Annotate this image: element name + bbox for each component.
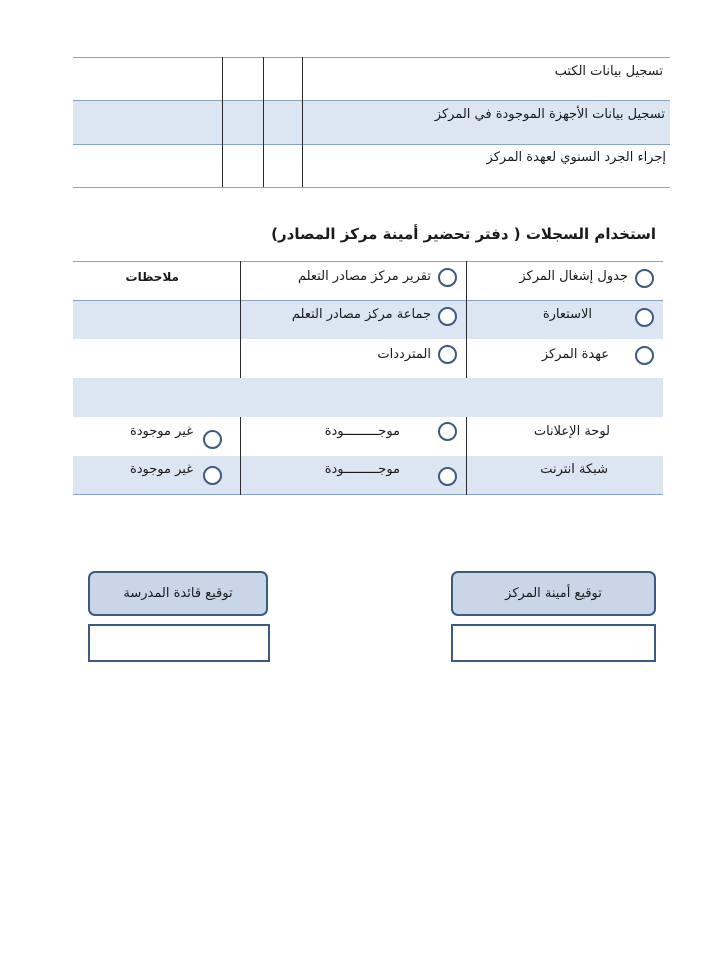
center-keeper-signature-field[interactable] bbox=[451, 624, 656, 662]
principal-signature-label bbox=[88, 571, 268, 616]
top-table-row-label: إجراء الجرد السنوي لعهدة المركز bbox=[486, 150, 666, 165]
present-label: موجـــــــــودة bbox=[324, 424, 400, 439]
absent-label: غير موجودة bbox=[129, 424, 193, 439]
radio-button[interactable] bbox=[438, 345, 457, 364]
top-table-row-label: تسجيل بيانات الكتب bbox=[554, 64, 663, 79]
record-label: جدول إشغال المركز bbox=[519, 269, 628, 284]
top-table-divider bbox=[302, 57, 303, 187]
record-label: عهدة المركز bbox=[541, 347, 609, 362]
principal-signature-text: توقيع قائدة المدرسة bbox=[123, 586, 233, 601]
records-border bbox=[73, 300, 663, 301]
radio-button[interactable] bbox=[438, 268, 457, 287]
radio-button[interactable] bbox=[635, 269, 654, 288]
notes-header: ملاحظات bbox=[125, 270, 179, 284]
radio-button[interactable] bbox=[438, 307, 457, 326]
center-keeper-signature-label bbox=[451, 571, 656, 616]
radio-button[interactable] bbox=[635, 346, 654, 365]
record-label: تقرير مركز مصادر التعلم bbox=[297, 269, 431, 284]
availability-label: شبكة انترنت bbox=[540, 462, 608, 477]
records-divider bbox=[466, 261, 467, 378]
top-table-border bbox=[73, 100, 670, 101]
records-divider bbox=[240, 261, 241, 378]
section-title: استخدام السجلات ( دفتر تحضير أمينة مركز المصادر) bbox=[271, 225, 656, 243]
top-table-border bbox=[73, 187, 670, 188]
record-label: الاستعارة bbox=[542, 307, 592, 322]
top-table-divider bbox=[263, 57, 264, 187]
principal-signature-field[interactable] bbox=[88, 624, 270, 662]
record-label: جماعة مركز مصادر التعلم bbox=[291, 307, 431, 322]
radio-present[interactable] bbox=[438, 467, 457, 486]
records-divider bbox=[466, 417, 467, 495]
radio-button[interactable] bbox=[635, 308, 654, 327]
availability-label: لوحة الإعلانات bbox=[533, 424, 610, 439]
top-table-divider bbox=[222, 57, 223, 187]
radio-absent[interactable] bbox=[203, 430, 222, 449]
radio-present[interactable] bbox=[438, 422, 457, 441]
top-table-border bbox=[73, 57, 670, 58]
absent-label: غير موجودة bbox=[129, 462, 193, 477]
records-divider bbox=[240, 417, 241, 495]
top-table-border bbox=[73, 144, 670, 145]
records-border bbox=[73, 261, 663, 262]
top-table-row-label: تسجيل بيانات الأجهزة الموجودة في المركز bbox=[434, 107, 665, 122]
records-border bbox=[73, 494, 663, 495]
record-label: المترددات bbox=[377, 347, 431, 362]
records-row-shade bbox=[73, 378, 663, 417]
radio-absent[interactable] bbox=[203, 466, 222, 485]
present-label: موجـــــــــودة bbox=[324, 462, 400, 477]
center-keeper-signature-text: توقيع أمينة المركز bbox=[505, 586, 602, 601]
